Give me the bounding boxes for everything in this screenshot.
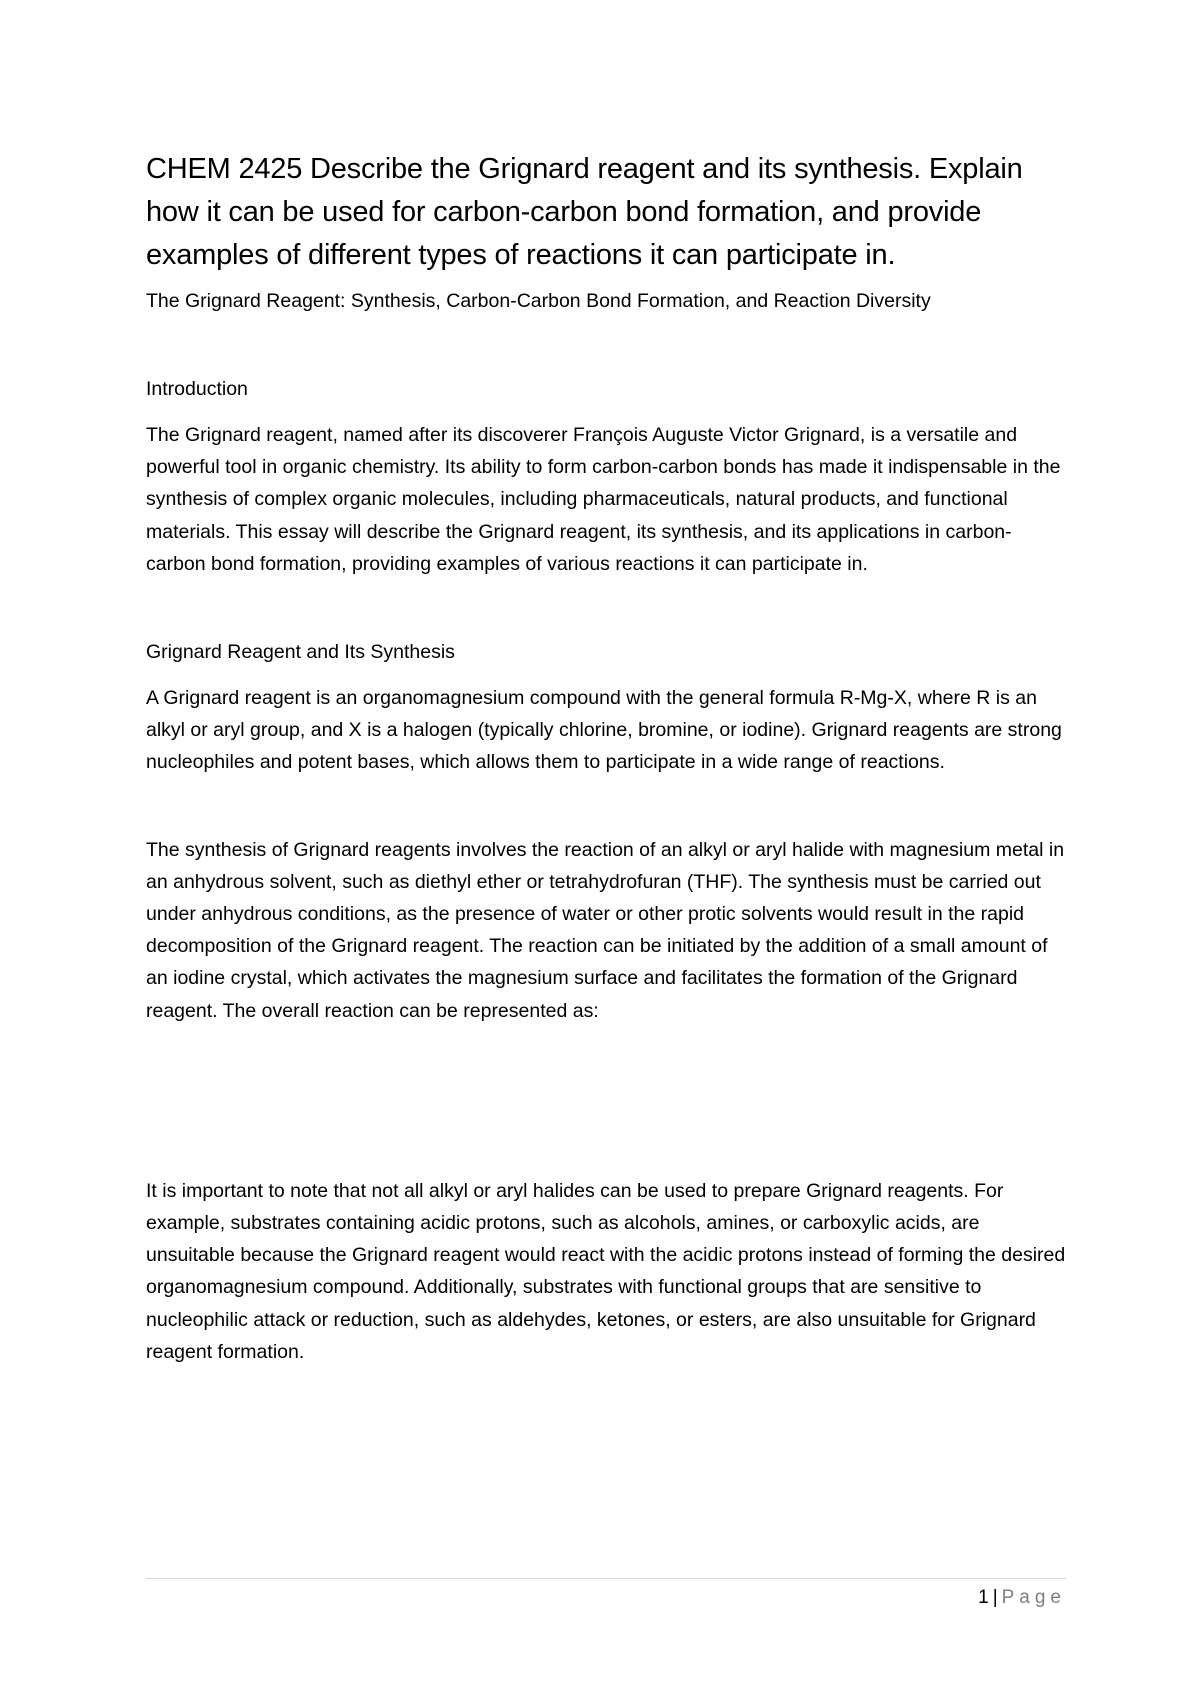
page-label: Page [1001, 1587, 1066, 1608]
document-body [146, 148, 1066, 1368]
page-number: 1 [978, 1587, 989, 1608]
footer-separator: | [992, 1587, 998, 1608]
page-footer [978, 1584, 1066, 1612]
synthesis-paragraph-procedure: The synthesis of Grignard reagents involves the reaction of an alkyl or aryl halide with magnesium metal in an anhydrous solvent, such as diethyl ether or tetrahydrofuran (THF). The synthesis must be carried out under anhydrous conditions, as the presence of water or other protic solvents would result in the rapid decomposition of the Grignard reagent. The reaction can be initiated by the addition of a small amount of an iodine crystal, which activates the magnesium surface and facilitates the formation of the Grignard reagent. The overall reaction can be represented as: [146, 838, 1065, 1022]
document-title: CHEM 2425 Describe the Grignard reagent and its synthesis. Explain how it can be used for carbon-carbon bond formation, and provide examples of different types of reactions it can participate in. [146, 153, 1023, 271]
synthesis-paragraph-limitations: It is important to note that not all alkyl or aryl halides can be used to prepare Grignard reagents. For example, substrates containing acidic protons, such as alcohols, amines, or carboxylic acids, are unsuitable because the Grignard reagent would react with the acidic protons instead of forming the desired organomagnesium compound. Additionally, substrates with functional groups that are sensitive to nucleophilic attack or reduction, such as aldehydes, ketones, or esters, are also unsuitable for Grignard reagent formation. [146, 1179, 1066, 1363]
introduction-paragraph: The Grignard reagent, named after its discoverer François Auguste Victor Grignard, is a versatile and powerful tool in organic chemistry. Its ability to form carbon-carbon bonds has made it indispensable in the synthesis of complex organic molecules, including pharmaceuticals, natural products, and functional materials. This essay will describe the Grignard reagent, its synthesis, and its applications in carbon-carbon bond formation, providing examples of various reactions it can participate in. [146, 424, 1061, 575]
section-heading-introduction: Introduction [146, 378, 248, 400]
section-heading-synthesis: Grignard Reagent and Its Synthesis [146, 641, 455, 664]
synthesis-paragraph-definition: A Grignard reagent is an organomagnesium compound with the general formula R-Mg-X, where R is an alkyl or aryl group, and X is a halogen (typically chlorine, bromine, or iodine). Grignard reagents are strong nucleophiles and potent bases, which allows them to participate in a wide range of reactions. [146, 687, 1062, 774]
footer-divider [146, 1578, 1066, 1579]
document-subtitle: The Grignard Reagent: Synthesis, Carbon-Carbon Bond Formation, and Reaction Diversity [146, 290, 931, 312]
